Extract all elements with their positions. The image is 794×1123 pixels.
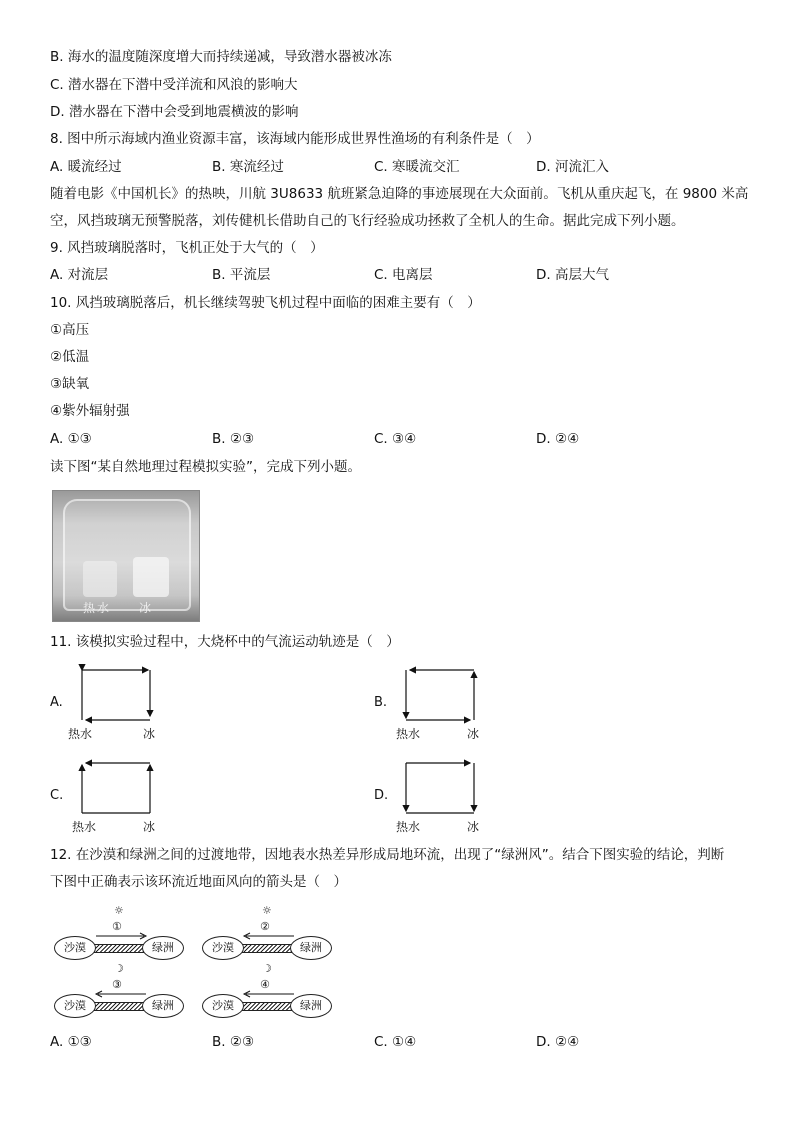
q9-option-a: A. 对流层	[50, 267, 109, 283]
q11-letter-d: D.	[374, 788, 389, 803]
q11-a-ice-label: 冰	[143, 727, 156, 741]
q12-option-d: D. ②④	[536, 1034, 580, 1050]
oasis-ellipse: 绿洲	[290, 994, 332, 1018]
q10-option-c: C. ③④	[374, 431, 417, 447]
q12-option-c: C. ①④	[374, 1034, 417, 1050]
q11-b-hot-label: 热水	[396, 727, 421, 741]
q11-diagram-b	[396, 664, 486, 724]
q8-option-d: D. 河流汇入	[536, 159, 609, 175]
q11-d-hot-label: 热水	[396, 820, 421, 834]
hatched-ground	[94, 944, 144, 953]
q10-statement-1: ①高压	[50, 322, 90, 338]
q11-letter-a: A.	[50, 695, 63, 710]
q10-option-b: B. ②③	[212, 431, 255, 447]
q12-option-b: B. ②③	[212, 1034, 255, 1050]
hatched-ground	[94, 1002, 144, 1011]
q12-diagram-4	[202, 962, 332, 1020]
q8-option-c: C. 寒暖流交汇	[374, 159, 460, 175]
oasis-ellipse: 绿洲	[142, 936, 184, 960]
oasis-ellipse: 绿洲	[142, 994, 184, 1018]
q9-option-c: C. 电离层	[374, 267, 433, 283]
sun-icon: ☼	[262, 904, 272, 917]
q11-diagram-a	[72, 664, 162, 724]
desert-ellipse: 沙漠	[54, 936, 96, 960]
q12-label-2: ②	[260, 920, 270, 933]
q9-option-b: B. 平流层	[212, 267, 271, 283]
q12-label-1: ①	[112, 920, 122, 933]
passage-line-2: 空，风挡玻璃无预警脱落，刘传健机长借助自己的飞行经验成功拯救了全机人的生命。据此完成下列小题。	[50, 213, 685, 229]
q10-stem: 10. 风挡玻璃脱落后，机长继续驾驶飞机过程中面临的困难主要有（ ）	[50, 295, 481, 311]
sun-icon: ☼	[114, 904, 124, 917]
q10-statement-2: ②低温	[50, 349, 90, 365]
q12-stem-line-1: 12. 在沙漠和绿洲之间的过渡地带，因地表水热差异形成局地环流，出现了“绿洲风”。结合下图实验的结论，判断	[50, 847, 725, 863]
hatched-ground	[242, 1002, 292, 1011]
arrow-left-icon	[242, 932, 296, 940]
ice-cup	[133, 557, 169, 597]
q11-d-ice-label: 冰	[467, 820, 480, 834]
q10-statement-3: ③缺氧	[50, 376, 90, 392]
q10-option-a: A. ①③	[50, 431, 92, 447]
moon-icon: ☽	[114, 962, 124, 975]
moon-icon: ☽	[262, 962, 272, 975]
q11-diagram-d	[396, 757, 486, 817]
q11-letter-c: C.	[50, 788, 64, 803]
q12-diagram-3	[54, 962, 184, 1020]
photo-ice-label: 冰	[139, 601, 154, 615]
q7-option-c: C. 潜水器在下潜中受洋流和风浪的影响大	[50, 77, 298, 93]
arrow-right-icon	[94, 932, 148, 940]
oasis-ellipse: 绿洲	[290, 936, 332, 960]
hot-water-cup	[83, 561, 117, 597]
q12-stem-line-2: 下图中正确表示该环流近地面风向的箭头是（ ）	[50, 874, 347, 890]
q9-option-d: D. 高层大气	[536, 267, 609, 283]
q8-stem: 8. 图中所示海域内渔业资源丰富，该海域内能形成世界性渔场的有利条件是（ ）	[50, 131, 540, 147]
experiment-photo	[52, 490, 200, 622]
q12-label-3: ③	[112, 978, 122, 991]
q12-option-a: A. ①③	[50, 1034, 92, 1050]
q12-label-4: ④	[260, 978, 270, 991]
q7-option-b: B. 海水的温度随深度增大而持续递减，导致潜水器被冰冻	[50, 49, 392, 65]
q11-b-ice-label: 冰	[467, 727, 480, 741]
q11-letter-b: B.	[374, 695, 388, 710]
figure-intro: 读下图“某自然地理过程模拟实验”，完成下列小题。	[50, 459, 361, 475]
desert-ellipse: 沙漠	[202, 994, 244, 1018]
photo-hot-water-label: 热水	[83, 601, 112, 615]
q12-diagram-1	[54, 904, 184, 962]
hatched-ground	[242, 944, 292, 953]
q11-a-hot-label: 热水	[68, 727, 93, 741]
q7-option-d: D. 潜水器在下潜中会受到地震横波的影响	[50, 104, 299, 120]
arrow-left-icon	[242, 990, 296, 998]
q12-diagram-2	[202, 904, 332, 962]
passage-line-1: 随着电影《中国机长》的热映，川航 3U8633 航班紧急迫降的事迹展现在大众面前。飞机从重庆起飞，在 9800 米高	[50, 186, 749, 202]
q10-option-d: D. ②④	[536, 431, 580, 447]
q11-stem: 11. 该模拟实验过程中，大烧杯中的气流运动轨迹是（ ）	[50, 634, 400, 650]
q8-option-b: B. 寒流经过	[212, 159, 284, 175]
q11-c-ice-label: 冰	[143, 820, 156, 834]
q11-c-hot-label: 热水	[72, 820, 97, 834]
desert-ellipse: 沙漠	[202, 936, 244, 960]
arrow-left-icon	[94, 990, 148, 998]
desert-ellipse: 沙漠	[54, 994, 96, 1018]
q9-stem: 9. 风挡玻璃脱落时，飞机正处于大气的（ ）	[50, 240, 324, 256]
q8-option-a: A. 暖流经过	[50, 159, 122, 175]
q10-statement-4: ④紫外辐射强	[50, 403, 130, 419]
q11-diagram-c	[72, 757, 162, 817]
